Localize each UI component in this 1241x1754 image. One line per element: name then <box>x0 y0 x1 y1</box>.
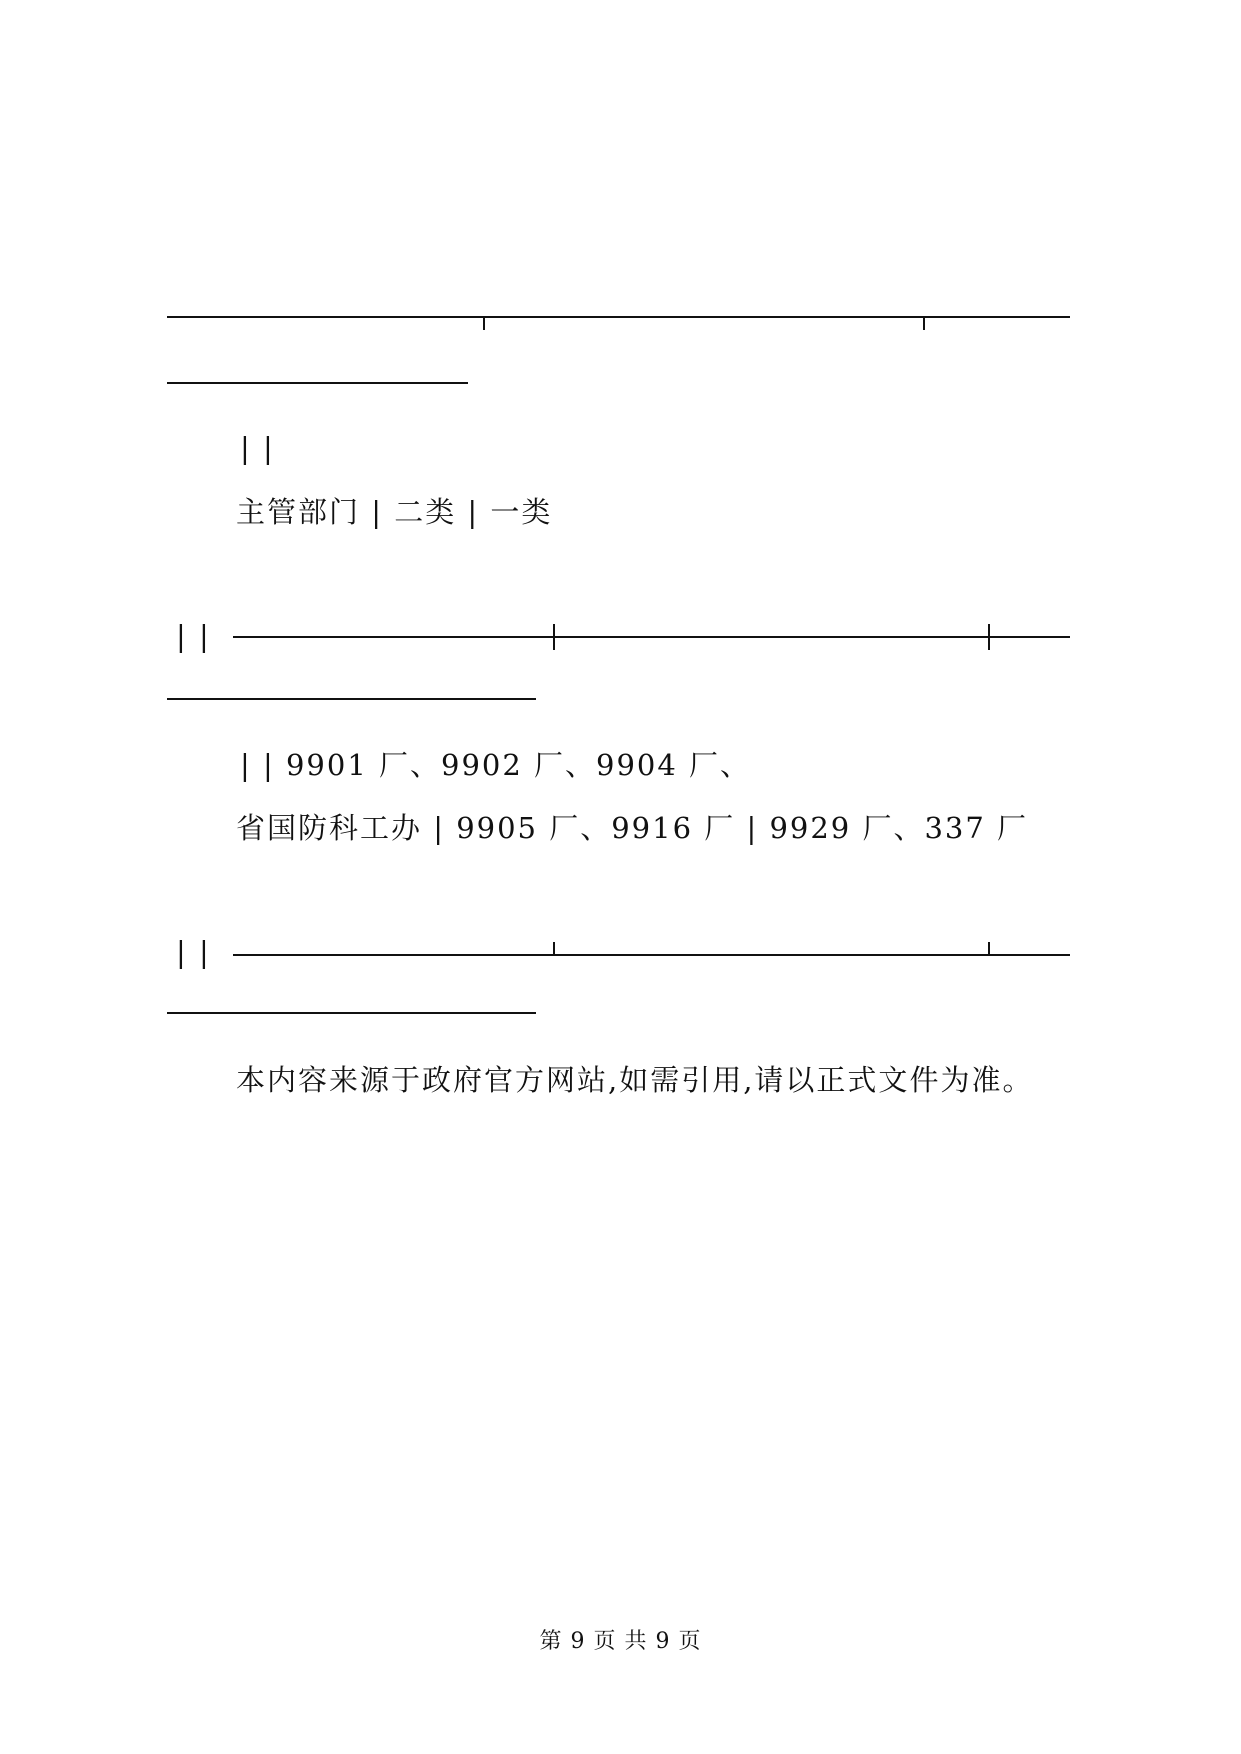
table-column-tick <box>553 942 555 954</box>
table-column-tick <box>553 624 555 650</box>
table-rule-bottom <box>233 954 1070 956</box>
table-data-row: | | 9901 厂、9902 厂、9904 厂、 <box>240 748 752 782</box>
table-row-bars: | | <box>240 431 275 465</box>
table-data-row: 省国防科工办 | 9905 厂、9916 厂 | 9929 厂、337 厂 <box>236 811 1029 845</box>
table-column-tick <box>923 318 925 330</box>
table-rule-continuation <box>167 698 536 700</box>
table-column-tick <box>988 942 990 954</box>
table-rule-continuation <box>167 382 468 384</box>
table-column-tick <box>483 318 485 330</box>
table-divider-prefix: | | <box>176 935 211 969</box>
source-notice: 本内容来源于政府官方网站,如需引用,请以正式文件为准。 <box>236 1063 1034 1097</box>
table-column-tick <box>988 624 990 650</box>
table-rule-continuation <box>167 1012 536 1014</box>
table-divider-prefix: | | <box>176 619 211 653</box>
page-footer: 第 9 页 共 9 页 <box>539 1629 702 1654</box>
table-rule-top <box>167 316 1070 318</box>
table-header-row: 主管部门 | 二类 | 一类 <box>236 495 553 529</box>
table-rule-middle <box>233 636 1070 638</box>
